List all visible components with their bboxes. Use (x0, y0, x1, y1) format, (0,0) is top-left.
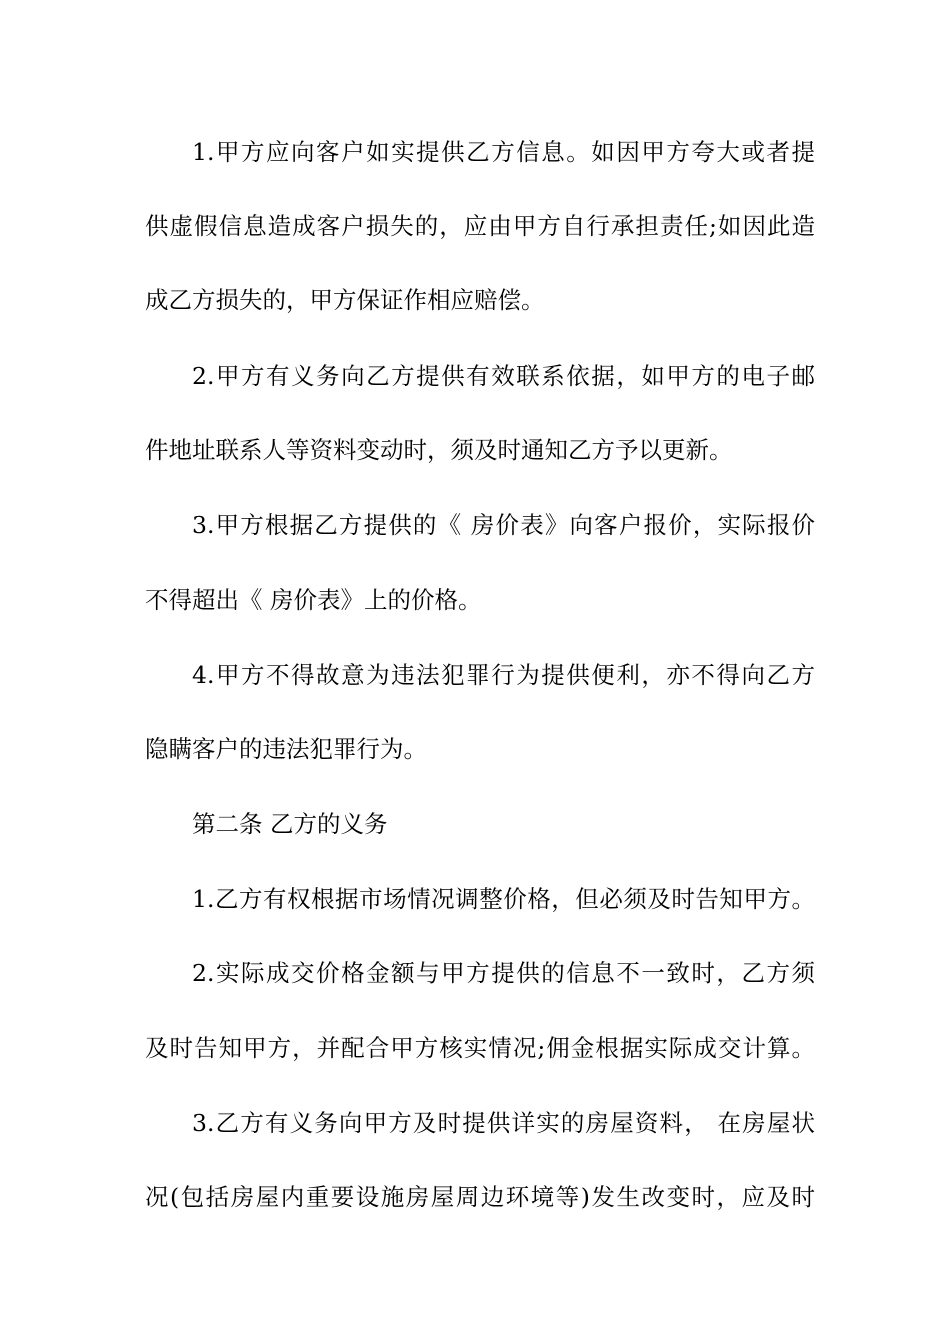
paragraph-line: 隐瞒客户的违法犯罪行为。 (145, 735, 427, 763)
paragraph-line: 况(包括房屋内重要设施房屋周边环境等)发生改变时，应及时 (145, 1183, 815, 1211)
paragraph-line: 2.甲方有义务向乙方提供有效联系依据，如甲方的电子邮 (192, 362, 815, 390)
paragraph-line: 4.甲方不得故意为违法犯罪行为提供便利，亦不得向乙方 (192, 661, 815, 689)
paragraph-line: 成乙方损失的，甲方保证作相应赔偿。 (145, 286, 545, 314)
paragraph-line: 1.乙方有权根据市场情况调整价格，但必须及时告知甲方。 (192, 885, 815, 913)
paragraph-line: 及时告知甲方，并配合甲方核实情况;佣金根据实际成交计算。 (145, 1034, 815, 1062)
paragraph-line: 3.乙方有义务向甲方及时提供详实的房屋资料， 在房屋状 (192, 1109, 815, 1137)
paragraph-line: 2.实际成交价格金额与甲方提供的信息不一致时，乙方须 (192, 959, 815, 987)
paragraph-line: 不得超出《 房价表》上的价格。 (145, 586, 482, 614)
paragraph-line: 件地址联系人等资料变动时，须及时通知乙方予以更新。 (145, 436, 733, 464)
paragraph-line: 1.甲方应向客户如实提供乙方信息。如因甲方夸大或者提 (192, 138, 815, 166)
paragraph-line: 3.甲方根据乙方提供的《 房价表》向客户报价，实际报价 (192, 511, 815, 539)
section-heading: 第二条 乙方的义务 (192, 810, 388, 838)
paragraph-line: 供虚假信息造成客户损失的，应由甲方自行承担责任;如因此造 (145, 212, 815, 240)
